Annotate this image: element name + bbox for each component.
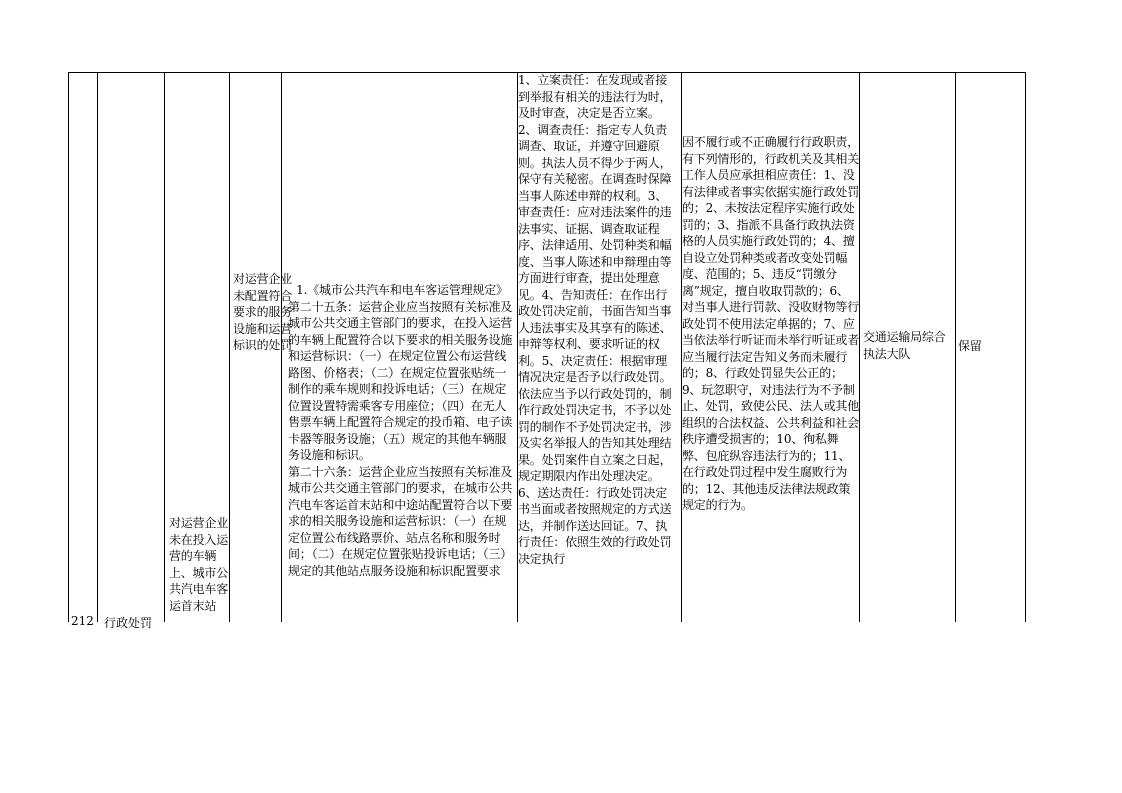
- col-border: [68, 72, 69, 622]
- col-border: [955, 72, 956, 622]
- department-cell: 交通运输局综合执法大队: [863, 330, 946, 361]
- status-cell: 保留: [958, 339, 982, 353]
- table: [68, 72, 1026, 630]
- legal-basis-cell: [288, 282, 516, 579]
- seq-number: 212: [71, 614, 94, 628]
- col-border: [97, 72, 98, 622]
- sub-item-name-cell: 对运营企业未配置符合要求的服务设施和运营标识的处罚: [233, 272, 293, 352]
- category-cell: 行政处罚: [104, 616, 153, 630]
- accountability-cell: [682, 134, 860, 514]
- responsibility-cell: [518, 72, 678, 567]
- article-25: 第二十五条：运营企业应当按照有关标准及城市公共交通主管部门的要求，在投入运营的车辆上配置符合以下要求的相关服务设施和运营标识：（一）在规定位置公布运营线路图、价格表；（二）在规定位置张贴统一制作的乘车规则和投诉电话；（三）在规定位置设置特需乘客专用座位；（四）在无人售票车辆上配置符合规定的投币箱、电子读卡器等服务设施；（五）规定的其他车辆服务设施和标识。: [288, 299, 513, 462]
- item-name-cell: 对运营企业未在投入运营的车辆上、城市公共汽电车客运首末站: [169, 516, 229, 613]
- responsibility-text: 1、立案责任：在发现或者接到举报有相关的违法行为时，及时审查，决定是否立案。2、调查责任：指定专人负责调查、取证，并遵守回避原则。执法人员不得少于两人，保守有关秘密。在调查时保障当事人陈述申辩的权利。3、审查责任：应对违法案件的违法事实、证据、调查取证程序、法律适用、处罚种类和幅度、当事人陈述和申辩理由等方面进行审查，提出处理意见。4、告知责任：在作出行政处罚决定前，书面告知当事人违法事实及其享有的陈述、申辩等权利、要求听证的权利。5、决定责任：根据审理情况决定是否予以行政处罚。依法应当予以行政处罚的，制作行政处罚决定书，不予以处罚的制作不予处罚决定书，涉及实名举报人的告知其处理结果。处罚案件自立案之日起，规定期限内作出处理决定。: [518, 73, 672, 483]
- col-border: [164, 72, 165, 622]
- law-title: 1.《城市公共汽车和电车客运管理规定》: [296, 283, 508, 297]
- responsibility-text: 6、送达责任：行政处罚决定书当面或者按照规定的方式送达，并制作送达回证。7、执行责任：依照生效的行政处罚决定执行: [518, 485, 672, 566]
- article-26: 第二十六条：运营企业应当按照有关标准及城市公共交通主管部门的要求，在城市公共汽电车客运首末站和中途站配置符合以下要求的相关服务设施和运营标识：（一）在规定位置公布线路票价、站点名称和服务时间；（二）在规定位置张贴投诉电话；（三）规定的其他站点服务设施和标识配置要求: [288, 464, 513, 578]
- col-border: [1025, 72, 1026, 622]
- accountability-text: 因不履行或不正确履行行政职责，有下列情形的，行政机关及其相关工作人员应承担相应责任：1、没有法律或者事实依据实施行政处罚的；2、未按法定程序实施行政处罚的；3、指派不具备行政执法资格的人员实施行政处罚的；4、擅自设立处罚种类或者改变处罚幅度、范围的；5、违反“罚缴分离”规定，擅自收取罚款的；6、对当事人进行罚款、没收财物等行政处罚不使用法定单据的；7、应当依法举行听证而未举行听证或者应当履行法定告知义务而未履行的；8、行政处罚显失公正的；9、玩忽职守，对违法行为不予制止、处罚，致使公民、法人或其他组织的合法权益、公共利益和社会秩序遭受损害的；10、徇私舞弊、包庇纵容违法行为的；11、在行政处罚过程中发生腐败行为的；12、其他违反法律法规政策规定的行为。: [682, 135, 860, 512]
